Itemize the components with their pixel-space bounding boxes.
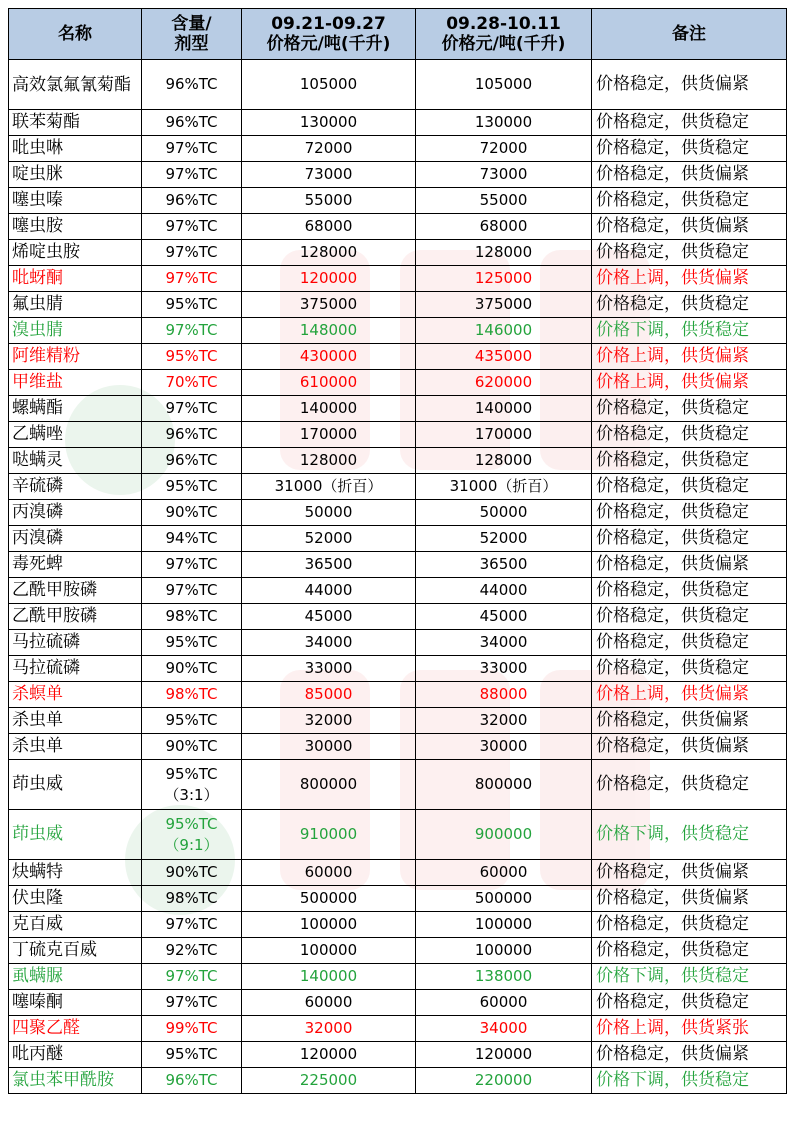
table-row [9,448,787,474]
cell-price-week1: 30000 [242,734,416,760]
cell-note: 价格上调，供货紧张 [592,1016,787,1042]
cell-price-week1: 375000 [242,292,416,318]
cell-spec: 90%TC [142,656,242,682]
cell-name: 甲维盐 [9,370,142,396]
col-header-note: 备注 [592,9,787,60]
cell-price-week1: 33000 [242,656,416,682]
cell-price-week1: 34000 [242,630,416,656]
cell-note: 价格稳定，供货偏紧 [592,60,787,110]
cell-note: 价格稳定，供货偏紧 [592,214,787,240]
cell-price-week2: 33000 [416,656,592,682]
cell-price-week1: 73000 [242,162,416,188]
cell-name: 辛硫磷 [9,474,142,500]
cell-note: 价格上调，供货偏紧 [592,266,787,292]
cell-name: 茚虫威 [9,760,142,810]
cell-name: 杀螟单 [9,682,142,708]
cell-name: 炔螨特 [9,860,142,886]
cell-name: 螺螨酯 [9,396,142,422]
cell-price-week1: 36500 [242,552,416,578]
cell-note: 价格稳定，供货偏紧 [592,860,787,886]
cell-price-week1: 225000 [242,1068,416,1094]
cell-price-week1: 500000 [242,886,416,912]
cell-spec: 97%TC [142,162,242,188]
cell-spec: 96%TC [142,60,242,110]
cell-price-week2: 60000 [416,860,592,886]
col-header-price-week1: 09.21-09.27 价格元/吨(千升) [242,9,416,60]
cell-spec: 96%TC [142,110,242,136]
table-row [9,760,787,810]
cell-spec: 97%TC [142,240,242,266]
table-row [9,422,787,448]
cell-price-week2: 45000 [416,604,592,630]
cell-price-week1: 68000 [242,214,416,240]
cell-note: 价格上调，供货偏紧 [592,370,787,396]
cell-name: 吡蚜酮 [9,266,142,292]
cell-note: 价格下调，供货稳定 [592,964,787,990]
cell-spec: 90%TC [142,500,242,526]
cell-name: 乙螨唑 [9,422,142,448]
cell-price-week2: 138000 [416,964,592,990]
cell-name: 乙酰甲胺磷 [9,578,142,604]
cell-price-week1: 140000 [242,964,416,990]
cell-price-week1: 610000 [242,370,416,396]
table-row [9,240,787,266]
cell-price-week2: 125000 [416,266,592,292]
table-row [9,266,787,292]
table-row [9,214,787,240]
cell-price-week2: 52000 [416,526,592,552]
cell-note: 价格下调，供货稳定 [592,318,787,344]
cell-name: 吡虫啉 [9,136,142,162]
cell-note: 价格稳定，供货稳定 [592,604,787,630]
cell-price-week1: 128000 [242,448,416,474]
cell-spec: 97%TC [142,214,242,240]
cell-price-week2: 30000 [416,734,592,760]
cell-price-week1: 128000 [242,240,416,266]
table-row [9,656,787,682]
cell-price-week2: 88000 [416,682,592,708]
table-row [9,370,787,396]
cell-price-week1: 105000 [242,60,416,110]
table-row [9,630,787,656]
cell-note: 价格稳定，供货稳定 [592,188,787,214]
cell-name: 杀虫单 [9,708,142,734]
cell-note: 价格稳定，供货稳定 [592,240,787,266]
table-row [9,578,787,604]
table-row [9,552,787,578]
cell-price-week1: 44000 [242,578,416,604]
cell-price-week1: 120000 [242,1042,416,1068]
table-row [9,886,787,912]
cell-price-week2: 140000 [416,396,592,422]
cell-price-week1: 100000 [242,938,416,964]
cell-price-week1: 85000 [242,682,416,708]
cell-price-week1: 50000 [242,500,416,526]
header-row [9,9,787,60]
cell-price-week2: 620000 [416,370,592,396]
cell-spec: 98%TC [142,604,242,630]
table-row [9,344,787,370]
cell-spec: 70%TC [142,370,242,396]
cell-spec: 97%TC [142,136,242,162]
table-row [9,1042,787,1068]
cell-name: 丙溴磷 [9,526,142,552]
cell-name: 毒死蜱 [9,552,142,578]
cell-note: 价格稳定，供货稳定 [592,422,787,448]
col-header-name: 名称 [9,9,142,60]
cell-spec: 97%TC [142,990,242,1016]
col-header-spec: 含量/ 剂型 [142,9,242,60]
cell-note: 价格稳定，供货稳定 [592,136,787,162]
table-row [9,604,787,630]
cell-note: 价格稳定，供货稳定 [592,912,787,938]
cell-price-week2: 900000 [416,810,592,860]
cell-note: 价格稳定，供货稳定 [592,990,787,1016]
cell-note: 价格稳定，供货偏紧 [592,1042,787,1068]
cell-spec: 97%TC [142,578,242,604]
cell-price-week1: 31000（折百） [242,474,416,500]
cell-spec: 97%TC [142,266,242,292]
cell-note: 价格稳定，供货稳定 [592,526,787,552]
cell-price-week2: 72000 [416,136,592,162]
cell-price-week2: 31000（折百） [416,474,592,500]
cell-spec: 94%TC [142,526,242,552]
cell-price-week1: 140000 [242,396,416,422]
cell-name: 虱螨脲 [9,964,142,990]
cell-note: 价格下调，供货稳定 [592,1068,787,1094]
table-row [9,318,787,344]
table-row [9,860,787,886]
cell-name: 杀虫单 [9,734,142,760]
cell-name: 哒螨灵 [9,448,142,474]
cell-spec: 92%TC [142,938,242,964]
table-row [9,292,787,318]
cell-price-week2: 60000 [416,990,592,1016]
cell-price-week2: 68000 [416,214,592,240]
cell-price-week2: 128000 [416,448,592,474]
cell-price-week2: 800000 [416,760,592,810]
cell-name: 马拉硫磷 [9,656,142,682]
cell-name: 吡丙醚 [9,1042,142,1068]
cell-note: 价格稳定，供货偏紧 [592,734,787,760]
table-row [9,708,787,734]
cell-price-week2: 55000 [416,188,592,214]
col-header-price-week2: 09.28-10.11 价格元/吨(千升) [416,9,592,60]
cell-price-week1: 55000 [242,188,416,214]
cell-price-week2: 500000 [416,886,592,912]
cell-price-week1: 170000 [242,422,416,448]
cell-price-week2: 120000 [416,1042,592,1068]
cell-note: 价格稳定，供货稳定 [592,578,787,604]
cell-price-week2: 128000 [416,240,592,266]
cell-spec: 95%TC [142,708,242,734]
cell-price-week1: 32000 [242,708,416,734]
cell-name: 氟虫腈 [9,292,142,318]
cell-name: 马拉硫磷 [9,630,142,656]
cell-price-week2: 34000 [416,1016,592,1042]
cell-name: 阿维精粉 [9,344,142,370]
cell-price-week1: 430000 [242,344,416,370]
cell-name: 高效氯氟氰菊酯 [9,60,142,110]
cell-note: 价格稳定，供货稳定 [592,500,787,526]
cell-spec: 95%TC （9:1） [142,810,242,860]
cell-name: 溴虫腈 [9,318,142,344]
cell-spec: 98%TC [142,886,242,912]
table-row [9,500,787,526]
cell-spec: 97%TC [142,396,242,422]
table-row [9,136,787,162]
cell-note: 价格稳定，供货稳定 [592,656,787,682]
cell-price-week1: 72000 [242,136,416,162]
table-row [9,990,787,1016]
cell-price-week2: 44000 [416,578,592,604]
cell-note: 价格稳定，供货偏紧 [592,708,787,734]
table-row [9,734,787,760]
cell-price-week2: 32000 [416,708,592,734]
cell-price-week2: 146000 [416,318,592,344]
table-row [9,810,787,860]
cell-price-week1: 120000 [242,266,416,292]
cell-name: 烯啶虫胺 [9,240,142,266]
cell-price-week2: 34000 [416,630,592,656]
cell-name: 啶虫脒 [9,162,142,188]
cell-price-week1: 52000 [242,526,416,552]
cell-price-week1: 800000 [242,760,416,810]
cell-price-week1: 148000 [242,318,416,344]
cell-spec: 90%TC [142,860,242,886]
cell-name: 乙酰甲胺磷 [9,604,142,630]
cell-name: 丁硫克百威 [9,938,142,964]
cell-price-week2: 100000 [416,938,592,964]
cell-note: 价格稳定，供货稳定 [592,448,787,474]
table-row [9,1068,787,1094]
cell-note: 价格下调，供货稳定 [592,810,787,860]
cell-spec: 90%TC [142,734,242,760]
cell-spec: 96%TC [142,422,242,448]
cell-price-week2: 50000 [416,500,592,526]
cell-note: 价格稳定，供货偏紧 [592,552,787,578]
cell-spec: 96%TC [142,448,242,474]
cell-note: 价格稳定，供货偏紧 [592,886,787,912]
cell-note: 价格上调，供货偏紧 [592,344,787,370]
cell-name: 噻虫胺 [9,214,142,240]
table-row [9,396,787,422]
cell-name: 茚虫威 [9,810,142,860]
cell-spec: 96%TC [142,1068,242,1094]
cell-price-week2: 170000 [416,422,592,448]
cell-price-week1: 60000 [242,990,416,1016]
cell-spec: 97%TC [142,912,242,938]
cell-name: 四聚乙醛 [9,1016,142,1042]
cell-name: 伏虫隆 [9,886,142,912]
table-row [9,188,787,214]
cell-note: 价格稳定，供货稳定 [592,938,787,964]
cell-spec: 98%TC [142,682,242,708]
cell-price-week1: 60000 [242,860,416,886]
table-row [9,60,787,110]
table-row [9,474,787,500]
cell-spec: 99%TC [142,1016,242,1042]
cell-price-week2: 73000 [416,162,592,188]
cell-name: 丙溴磷 [9,500,142,526]
cell-note: 价格稳定，供货稳定 [592,474,787,500]
cell-name: 噻嗪酮 [9,990,142,1016]
pesticide-price-table [8,8,787,1094]
cell-price-week2: 36500 [416,552,592,578]
cell-spec: 95%TC [142,630,242,656]
cell-name: 噻虫嗪 [9,188,142,214]
cell-spec: 95%TC [142,1042,242,1068]
cell-note: 价格稳定，供货稳定 [592,292,787,318]
cell-price-week1: 100000 [242,912,416,938]
cell-name: 联苯菊酯 [9,110,142,136]
cell-spec: 96%TC [142,188,242,214]
cell-price-week1: 130000 [242,110,416,136]
cell-spec: 95%TC [142,344,242,370]
cell-note: 价格稳定，供货稳定 [592,396,787,422]
table-row [9,964,787,990]
cell-spec: 97%TC [142,318,242,344]
cell-note: 价格上调，供货偏紧 [592,682,787,708]
cell-price-week2: 130000 [416,110,592,136]
table-row [9,938,787,964]
cell-spec: 97%TC [142,552,242,578]
cell-note: 价格稳定，供货稳定 [592,630,787,656]
table-row [9,162,787,188]
cell-price-week2: 100000 [416,912,592,938]
cell-price-week2: 435000 [416,344,592,370]
table-row [9,526,787,552]
cell-spec: 95%TC [142,474,242,500]
cell-spec: 97%TC [142,964,242,990]
cell-price-week2: 375000 [416,292,592,318]
table-row [9,1016,787,1042]
cell-price-week1: 910000 [242,810,416,860]
cell-price-week2: 105000 [416,60,592,110]
cell-price-week2: 220000 [416,1068,592,1094]
cell-price-week1: 32000 [242,1016,416,1042]
cell-price-week1: 45000 [242,604,416,630]
cell-note: 价格稳定，供货稳定 [592,760,787,810]
table-row [9,682,787,708]
cell-name: 氯虫苯甲酰胺 [9,1068,142,1094]
cell-note: 价格稳定，供货偏紧 [592,162,787,188]
cell-note: 价格稳定，供货稳定 [592,110,787,136]
table-row [9,912,787,938]
table-row [9,110,787,136]
cell-spec: 95%TC [142,292,242,318]
cell-name: 克百威 [9,912,142,938]
cell-spec: 95%TC （3:1） [142,760,242,810]
